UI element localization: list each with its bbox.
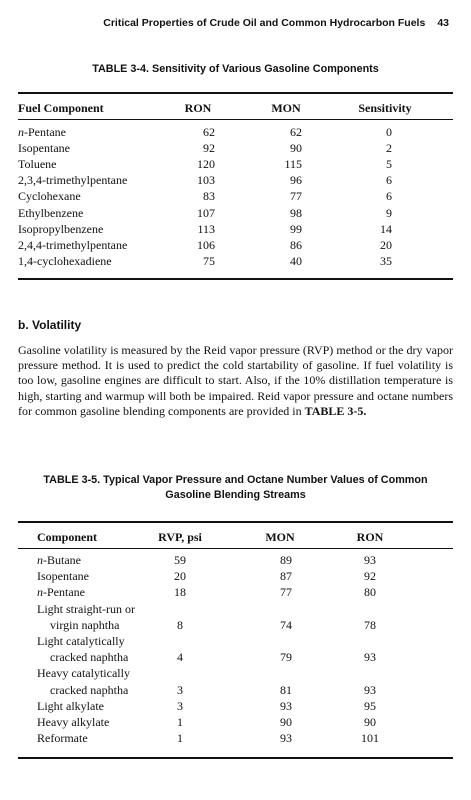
table-3-5-caption-line2: Gasoline Blending Streams xyxy=(165,489,306,501)
table-row-component xyxy=(37,731,88,746)
table-row-sensitivity: 20 xyxy=(380,237,392,252)
table-row-mon: 90 xyxy=(290,141,302,156)
table-row-component xyxy=(37,602,135,617)
table-row-component xyxy=(18,141,70,156)
table-row-component-continued: cracked naphtha xyxy=(50,682,129,697)
table-row-component xyxy=(18,254,112,269)
table-row-component xyxy=(37,699,104,714)
table-3-5-top-rule xyxy=(18,521,453,523)
table-row-component xyxy=(18,173,127,188)
table-row-component xyxy=(18,125,66,140)
table-row-rvp: 59 xyxy=(174,553,186,567)
name-prefix: n xyxy=(37,585,43,600)
table-row-rvp: 8 xyxy=(177,617,183,632)
table-3-4-column-header: Sensitivity xyxy=(358,101,412,115)
table-row-rvp: 4 xyxy=(177,650,183,665)
name-rest: 1,4-cyclohexadiene xyxy=(18,253,112,268)
table-row-mon: 87 xyxy=(280,569,292,584)
table-3-4-caption: TABLE 3-4. Sensitivity of Various Gasoline Components xyxy=(92,63,379,75)
table-3-4-header-rule xyxy=(18,119,453,120)
table-row-mon: 90 xyxy=(280,715,292,729)
running-title: Critical Properties of Crude Oil and Common Hydrocarbon Fuels xyxy=(103,17,426,29)
table-row-component xyxy=(18,206,83,221)
table-3-4-column-header: RON xyxy=(184,101,212,115)
table-row-component xyxy=(18,189,81,204)
table-row-component xyxy=(37,569,89,584)
table-row-sensitivity: 0 xyxy=(386,125,392,139)
table-row-ron: 92 xyxy=(364,569,376,584)
table-row-ron: 93 xyxy=(364,682,376,697)
table-row-ron: 107 xyxy=(197,205,215,220)
name-rest: 2,4,4-trimethylpentane xyxy=(18,237,128,252)
name-prefix: n xyxy=(18,125,24,139)
name-rest: Cyclohexane xyxy=(18,189,81,204)
table-row-component xyxy=(37,715,109,730)
table-row-mon: 93 xyxy=(280,731,292,746)
table-row-mon: 77 xyxy=(280,585,292,600)
name-rest: -Butane xyxy=(43,553,81,567)
table-row-ron: 113 xyxy=(197,221,215,236)
table-row-ron: 93 xyxy=(364,553,376,567)
table-row-component xyxy=(37,585,85,600)
table-row-mon: 115 xyxy=(284,157,302,172)
table-row-mon: 86 xyxy=(290,237,302,252)
table-3-4-column-header: MON xyxy=(271,101,301,115)
table-row-mon: 99 xyxy=(290,221,302,236)
name-rest: Heavy catalytically xyxy=(37,666,130,681)
name-rest: Isopropylbenzene xyxy=(18,221,104,236)
table-3-5-column-header: MON xyxy=(265,530,295,544)
table-row-ron: 106 xyxy=(197,237,215,252)
table-row-ron: 83 xyxy=(203,189,215,204)
table-3-5-bottom-rule xyxy=(18,757,453,759)
table-3-5-column-header: RON xyxy=(356,530,384,544)
section-title: b. Volatility xyxy=(18,318,82,332)
table-row-rvp: 1 xyxy=(177,731,183,746)
table-row-component xyxy=(18,238,127,253)
name-rest: -Pentane xyxy=(43,585,85,600)
table-row-ron: 93 xyxy=(364,650,376,665)
table-3-5-header-rule xyxy=(18,548,453,549)
table-row-sensitivity: 6 xyxy=(386,173,392,188)
name-rest: Light alkylate xyxy=(37,698,104,713)
table-row-sensitivity: 5 xyxy=(386,157,392,172)
table-3-4-bottom-rule xyxy=(18,278,453,280)
table-row-ron: 62 xyxy=(203,125,215,139)
table-row-ron: 80 xyxy=(364,585,376,600)
table-row-ron: 120 xyxy=(197,157,215,172)
table-row-rvp: 3 xyxy=(177,698,183,713)
name-rest: Heavy alkylate xyxy=(37,715,110,729)
table-3-5-column-header: Component xyxy=(37,530,98,544)
table-row-mon: 93 xyxy=(280,698,292,713)
table-row-ron: 90 xyxy=(364,715,376,729)
table-row-component xyxy=(37,553,81,568)
table-row-mon: 98 xyxy=(290,205,302,220)
table-row-sensitivity: 14 xyxy=(380,221,392,236)
table-row-sensitivity: 35 xyxy=(380,253,392,268)
table-row-mon: 62 xyxy=(290,125,302,139)
table-row-mon: 96 xyxy=(290,173,302,188)
name-rest: -Pentane xyxy=(24,125,66,139)
name-rest: Ethylbenzene xyxy=(18,205,84,220)
table-row-rvp: 3 xyxy=(177,682,183,697)
running-header xyxy=(103,17,449,29)
table-row-component xyxy=(18,222,103,237)
table-row-mon: 40 xyxy=(290,253,302,268)
table-row-ron: 101 xyxy=(361,731,379,746)
name-prefix: n xyxy=(37,553,43,567)
table-row-mon: 79 xyxy=(280,650,292,665)
table-row-sensitivity: 9 xyxy=(386,205,392,220)
table-row-sensitivity: 2 xyxy=(386,141,392,156)
table-row-ron: 78 xyxy=(364,617,376,632)
table-row-ron: 92 xyxy=(203,141,215,156)
table-row-component xyxy=(37,666,130,681)
table-row-ron: 103 xyxy=(197,173,215,188)
table-row-mon: 77 xyxy=(290,189,302,204)
table-row-ron: 75 xyxy=(203,253,215,268)
name-rest: Light catalytically xyxy=(37,634,125,648)
table-row-rvp: 20 xyxy=(174,569,186,584)
table-3-4-column-header: Fuel Component xyxy=(18,101,104,115)
name-rest: 2,3,4-trimethylpentane xyxy=(18,173,128,188)
table-row-rvp: 18 xyxy=(174,585,186,600)
name-rest: Isopentane xyxy=(18,141,70,156)
page-number: 43 xyxy=(437,17,449,29)
table-row-mon: 74 xyxy=(280,617,292,632)
name-rest: Light straight-run or xyxy=(37,601,135,616)
table-row-component xyxy=(37,634,125,649)
table-row-sensitivity: 6 xyxy=(386,189,392,204)
name-rest: Toluene xyxy=(18,157,57,172)
paragraph-text: Gasoline volatility is measured by the Reid vapor pressure (RVP) method or the dry vapor pressure method. It is used to predict the cold startability of gasoline. If fuel volatility is too low, gasoline engines are difficult to start. Also, if the 10% distillation temperature is high, starting and warmup will both be impaired. Reid vapor pressure and octane numbers for common gasoline blending components are provided in xyxy=(18,343,453,418)
table-row-component-continued: virgin naphtha xyxy=(50,617,120,632)
table-reference: TABLE 3-5. xyxy=(304,403,367,418)
name-rest: Reformate xyxy=(37,731,88,746)
table-row-ron: 95 xyxy=(364,698,376,713)
table-3-5-caption-line1: TABLE 3-5. Typical Vapor Pressure and Octane Number Values of Common xyxy=(43,474,428,486)
table-3-5-column-header: RVP, psi xyxy=(158,530,202,544)
table-row-rvp: 1 xyxy=(177,715,183,729)
table-row-mon: 81 xyxy=(280,682,292,697)
table-row-mon: 89 xyxy=(280,553,292,567)
volatility-paragraph xyxy=(18,343,453,419)
table-row-component xyxy=(18,157,56,172)
name-rest: Isopentane xyxy=(37,569,89,584)
table-row-component-continued: cracked naphtha xyxy=(50,650,129,665)
table-3-4-top-rule xyxy=(18,92,453,94)
